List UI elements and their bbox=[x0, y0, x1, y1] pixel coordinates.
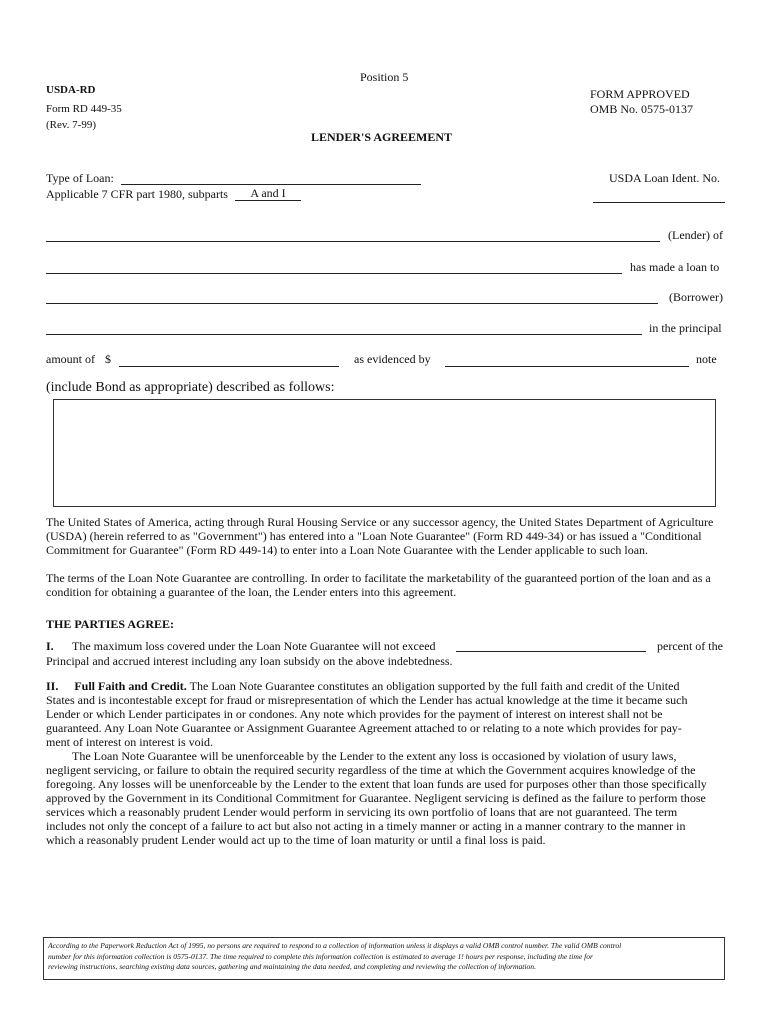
principal-label: in the principal bbox=[649, 321, 722, 335]
agency-label: USDA-RD bbox=[46, 84, 96, 96]
section-2-first-text: The Loan Note Guarantee constitutes an obligation supported by the full faith and credit of the United bbox=[189, 679, 680, 693]
section-2-line: foregoing. Any losses will be unenforceable by the Lender to the extent that loan funds are used for purposes other than those specifically bbox=[46, 777, 707, 791]
intro-paragraph bbox=[46, 515, 732, 557]
usda-loan-ident-label: USDA Loan Ident. No. bbox=[609, 171, 720, 185]
section-2-line: services which a reasonably prudent Lender would perform in servicing its own portfolio of loans that are not guaranteed. The term bbox=[46, 805, 678, 819]
percent-of-label: percent of the bbox=[657, 639, 723, 653]
note-label: note bbox=[696, 352, 717, 366]
applicable-cfr-label: Applicable 7 CFR part 1980, subparts bbox=[46, 187, 228, 201]
notice-line: reviewing instructions, searching existing data sources, gathering and maintaining the data needed, and completing and reviewing the collection of information. bbox=[48, 962, 536, 971]
lender-of-label: (Lender) of bbox=[668, 228, 723, 242]
notice-line: number for this information collection is 0575-0137. The time required to complete this information collection is estimated to average 1! hours per response, including the time for bbox=[48, 951, 593, 961]
section-2-line: States and is incontestable except for fraud or misrepresentation of which the Lender has actual knowledge at the time it became such bbox=[46, 693, 688, 707]
lender-address-field[interactable] bbox=[46, 273, 622, 274]
made-loan-to-label: has made a loan to bbox=[630, 260, 720, 274]
terms-line: condition for obtaining a guarantee of the loan, the Lender enters into this agreement. bbox=[46, 585, 457, 599]
max-loss-percent-field[interactable] bbox=[456, 651, 646, 652]
omb-number: OMB No. 0575-0137 bbox=[590, 102, 694, 116]
lender-name-field[interactable] bbox=[46, 241, 660, 242]
parties-agree-heading: THE PARTIES AGREE: bbox=[46, 617, 175, 631]
page-title: LENDER'S AGREEMENT bbox=[311, 130, 453, 144]
intro-line: (USDA) (herein referred to as "Government") has entered into a "Loan Note Guarantee" (Form RD 449-34) or has issued a "Conditional bbox=[46, 529, 702, 543]
amount-of-label: amount of bbox=[46, 352, 95, 366]
section-2-line: negligent servicing, or failure to obtain the required security regardless of the time at which the Government acquires knowledge of the bbox=[46, 763, 696, 777]
terms-paragraph bbox=[46, 571, 732, 599]
section-2-line: The Loan Note Guarantee will be unenforceable by the Lender to the extent any loss is occasioned by violation of usury laws, bbox=[72, 749, 677, 763]
borrower-label: (Borrower) bbox=[669, 290, 723, 304]
intro-line: Commitment for Guarantee" (Form RD 449-14) to enter into a Loan Note Guarantee with the Lender applicable to such loan. bbox=[46, 543, 649, 557]
borrower-name-field[interactable] bbox=[46, 303, 658, 304]
type-of-loan-label: Type of Loan: bbox=[46, 171, 114, 185]
section-2-number: II. bbox=[46, 679, 59, 693]
section-2-paragraph bbox=[46, 679, 732, 847]
section-2-line: approved by the Government in its Conditional Commitment for Guarantee. Negligent servicing is defined as the failure to perform those bbox=[46, 791, 706, 805]
section-1-text: The maximum loss covered under the Loan Note Guarantee will not exceed bbox=[72, 639, 436, 653]
section-2-line: Lender or which Lender participates in or condones. Any note which provides for the payment of interest on interest shall not be bbox=[46, 707, 663, 721]
terms-line: The terms of the Loan Note Guarantee are controlling. In order to facilitate the marketability of the guaranteed portion of the loan and as a bbox=[46, 571, 711, 585]
dollar-sign: $ bbox=[105, 352, 111, 366]
notice-line: According to the Paperwork Reduction Act of 1995, no persons are required to respond to a collection of information unless it displays a valid OMB control number. The valid OMB control bbox=[48, 941, 622, 950]
section-2-title: Full Faith and Credit. bbox=[74, 679, 187, 693]
section-2-line: includes not only the concept of a failure to act but also not acting in a timely manner or acting in a manner contrary to the manner in bbox=[46, 819, 686, 833]
section-2-line: which a reasonably prudent Lender would act up to the time of loan maturity or until a final loss is paid. bbox=[46, 833, 546, 847]
form-number: Form RD 449-35 bbox=[46, 103, 122, 115]
borrower-address-field[interactable] bbox=[46, 334, 642, 335]
evidenced-by-label: as evidenced by bbox=[354, 352, 431, 366]
amount-field[interactable] bbox=[119, 366, 339, 367]
type-of-loan-field[interactable] bbox=[121, 184, 421, 185]
form-revision: (Rev. 7-99) bbox=[46, 119, 96, 131]
section-1-line2: Principal and accrued interest including any loan subsidy on the above indebtedness. bbox=[46, 654, 453, 668]
form-approved-label: FORM APPROVED bbox=[590, 87, 690, 101]
position-label: Position 5 bbox=[360, 70, 409, 84]
evidenced-by-field[interactable] bbox=[445, 366, 689, 367]
description-textbox[interactable] bbox=[53, 399, 716, 507]
usda-loan-ident-field[interactable] bbox=[593, 202, 725, 203]
paperwork-reduction-notice bbox=[43, 937, 725, 980]
section-2-line: ment of interest on interest is void. bbox=[46, 735, 213, 749]
include-bond-label: (include Bond as appropriate) described as follows: bbox=[46, 380, 335, 395]
section-2-first-line bbox=[46, 679, 732, 693]
section-2-line: guaranteed. Any Loan Note Guarantee or Assignment Guarantee Agreement attached to or relating to a note which provides for pay- bbox=[46, 721, 682, 735]
intro-line: The United States of America, acting through Rural Housing Service or any successor agency, the United States Department of Agriculture bbox=[46, 515, 714, 529]
subparts-field[interactable]: A and I bbox=[235, 187, 301, 201]
section-1-number: I. bbox=[46, 639, 54, 653]
